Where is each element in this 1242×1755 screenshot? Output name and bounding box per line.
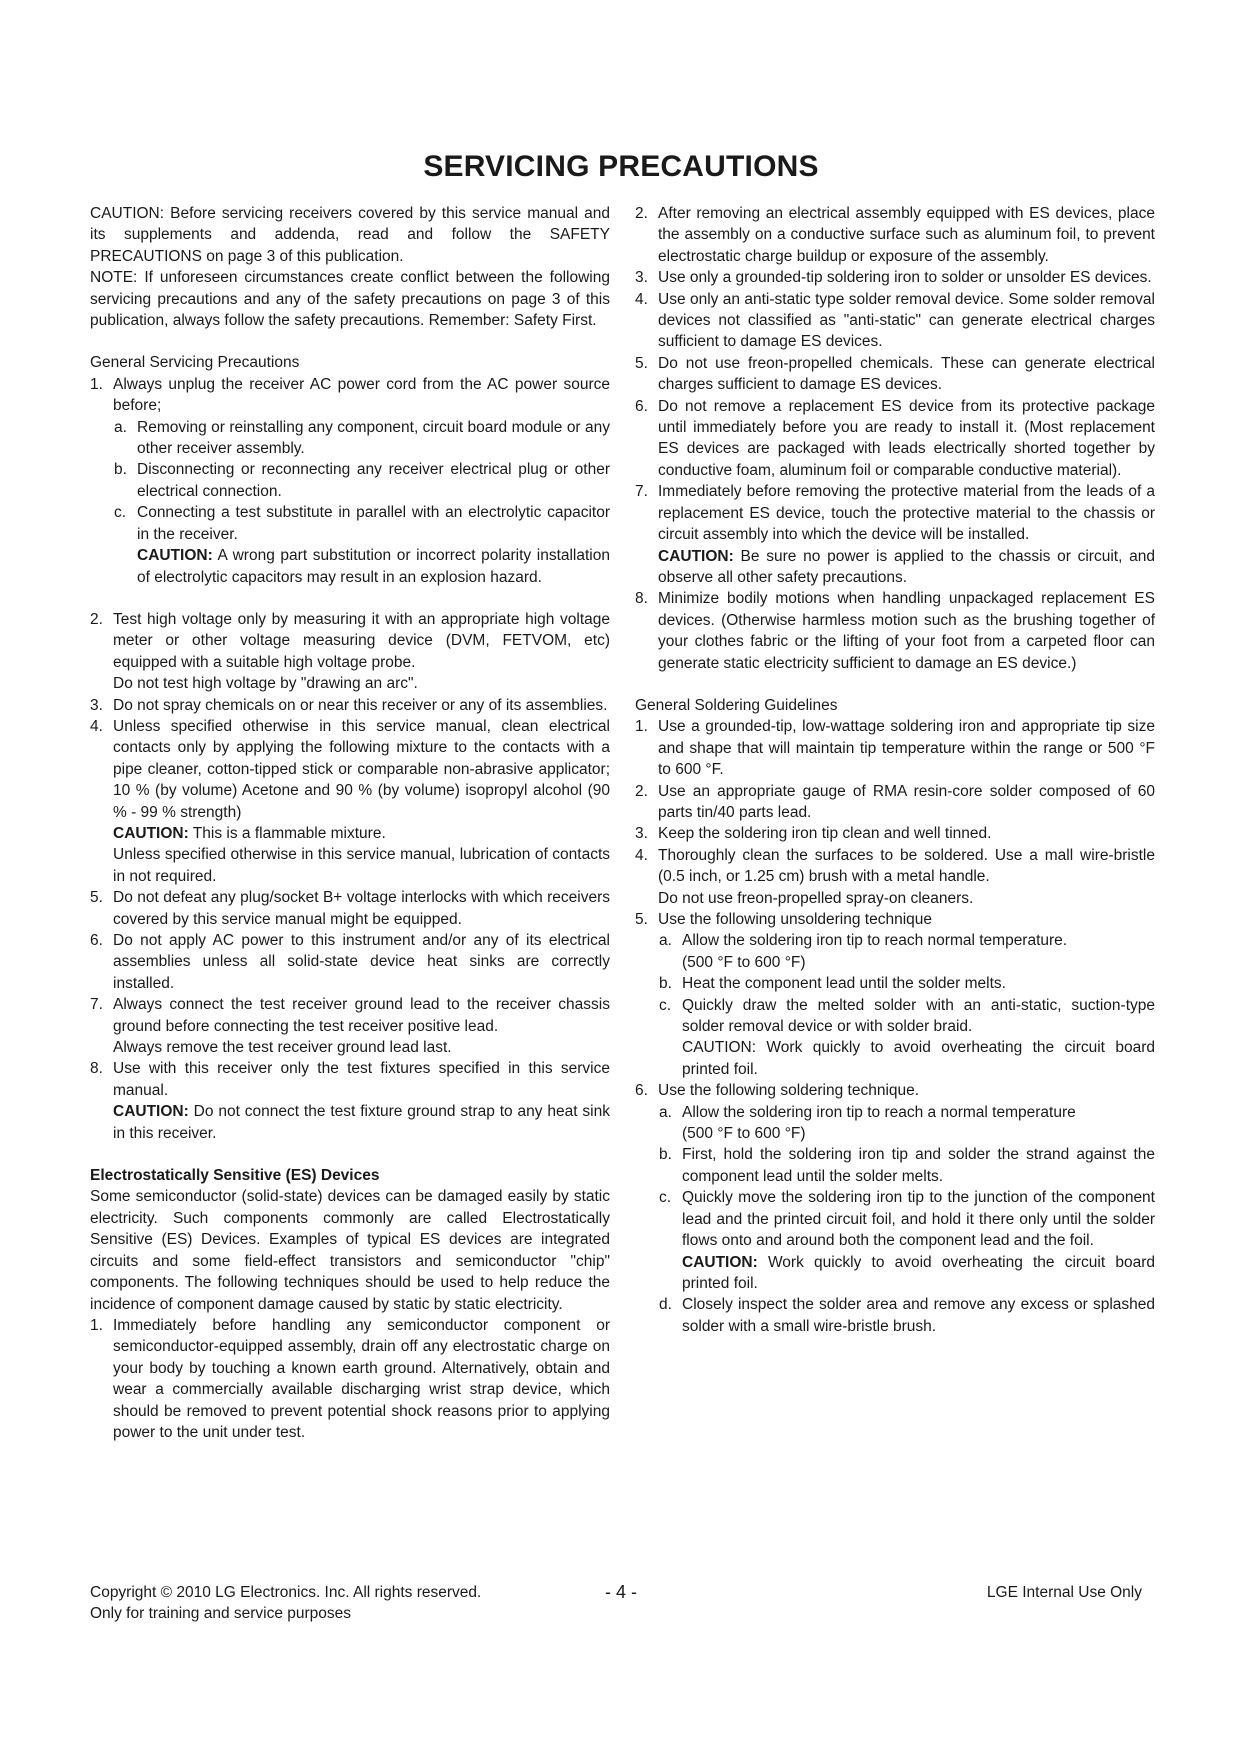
caution-note: CAUTION: Work quickly to avoid overheating the circuit board printed foil. [682,1253,1155,1292]
list-item: 4. Use only an anti-static type solder removal device. Some solder removal devices not classified as "anti-static" can generate electrical charges sufficient to damage ES devices. [635,290,1155,351]
caution-note: CAUTION: Do not connect the test fixture ground strap to any heat sink in this receiver. [113,1103,610,1142]
list-item: 2. After removing an electrical assembly equipped with ES devices, place the assembly on a conductive surface such as aluminum foil, to prevent electrostatic charge buildup or exposure of the assembly. [635,205,1155,265]
sub-item: d. Closely inspect the solder area and remove any excess or splashed solder with a small wire-bristle brush. [659,1296,1155,1335]
sub-item: a. Removing or reinstalling any component, circuit board module or any other receiver assembly. [114,418,610,458]
sub-item: a. Allow the soldering iron tip to reach a normal temperature [659,1103,1076,1121]
list-item: 6. Use the following soldering technique. [635,1082,920,1100]
list-item: 3. Keep the soldering iron tip clean and well tinned. [635,825,992,843]
es-heading: Electrostatically Sensitive (ES) Devices [90,1167,380,1185]
sub-item: b. First, hold the soldering iron tip and solder the strand against the component lead until the solder melts. [659,1146,1155,1185]
list-item-extra: Always remove the test receiver ground lead last. [113,1039,452,1057]
list-item-extra: Do not test high voltage by "drawing an arc". [113,675,418,693]
copyright-text: Copyright © 2010 LG Electronics. Inc. All rights reserved. [90,1584,482,1601]
sub-item: b. Disconnecting or reconnecting any receiver electrical plug or other electrical connection. [114,461,610,500]
intro-caution: CAUTION: Before servicing receivers covered by this service manual and its supplements and addenda, read and follow the SAFETY PRECAUTIONS on page 3 of this publication. [90,205,610,265]
intro-note: NOTE: If unforeseen circumstances create conflict between the following servicing precautions and any of the safety precautions on page 3 of this publication, always follow the safety precautions. Remember: Safety First. [90,269,610,330]
caution-note: CAUTION: Be sure no power is applied to the chassis or circuit, and observe all other safety precautions. [658,547,1155,586]
list-item: 4. Unless specified otherwise in this service manual, clean electrical contacts only by applying the following mixture to the contacts with a pipe cleaner, cotton-tipped stick or comparable non-abrasive applicator; 10 % (by volume) Acetone and 90 % (by volume) isopropyl alcohol (90 % - 99 % strength) [90,717,610,821]
sub-item: c. Quickly move the soldering iron tip to the junction of the component lead and the printed circuit foil, and hold it there only until the solder flows onto and around both the component lead and the foil. [659,1189,1155,1250]
caution-note: CAUTION: Work quickly to avoid overheating the circuit board printed foil. [682,1039,1155,1078]
list-item: 3. Do not spray chemicals on or near this receiver or any of its assemblies. [90,696,608,714]
list-item: 5. Do not use freon-propelled chemicals. These can generate electrical charges sufficient to damage ES devices. [635,354,1155,394]
list-item: 5. Use the following unsoldering technique [635,911,933,928]
sub-item: c. Quickly draw the melted solder with an anti-static, suction-type solder removal device or with solder braid. [659,996,1155,1036]
general-heading: General Servicing Precautions [90,354,300,372]
page-title: SERVICING PRECAUTIONS [423,150,819,183]
list-item: 1. Always unplug the receiver AC power cord from the AC power source before; [90,375,610,415]
internal-use-label: LGE Internal Use Only [986,1584,1142,1601]
caution-note: CAUTION: A wrong part substitution or incorrect polarity installation of electrolytic capacitors may result in an explosion hazard. [137,547,610,586]
soldering-heading: General Soldering Guidelines [635,696,838,714]
list-item: 6. Do not apply AC power to this instrument and/or any of its electrical assemblies unless all solid-state device heat sinks are correctly installed. [90,932,610,992]
list-item: 7. Immediately before removing the protective material from the leads of a replacement ES device, touch the protective material to the chassis or circuit assembly into which the device will be installed. [635,483,1155,544]
list-item: 1. Use a grounded-tip, low-wattage soldering iron and appropriate tip size and shape that will maintain tip temperature within the range or 500 °F to 600 °F. [635,718,1155,779]
list-item: 2. Test high voltage only by measuring it with an appropriate high voltage meter or other voltage measuring device (DVM, FETVOM, etc) equipped with a suitable high voltage probe. [90,610,610,671]
sub-item: b. Heat the component lead until the solder melts. [659,975,1006,993]
list-item: 2. Use an appropriate gauge of RMA resin-core solder composed of 60 parts tin/40 parts lead. [635,782,1155,821]
sub-item-extra: (500 °F to 600 °F) [682,1125,806,1143]
list-item: 3. Use only a grounded-tip soldering iron to solder or unsolder ES devices. [635,269,1152,287]
es-paragraph: Some semiconductor (solid-state) devices can be damaged easily by static electricity. Such components commonly are called Electrostatically Sensitive (ES) Devices. Examples of typical ES devices are integrated circuits and some field-effect transistors and semiconductor "chip" components. The following techniques should be used to help reduce the incidence of component damage caused by static by static electricity. [90,1188,610,1313]
purpose-text: Only for training and service purposes [90,1605,352,1622]
list-item: 6. Do not remove a replacement ES device from its protective package until immediately before you are ready to install it. (Most replacement ES devices are packaged with leads electrically shorted together by conductive foam, aluminum foil or comparable conductive material). [635,397,1155,479]
sub-item: c. Connecting a test substitute in parallel with an electrolytic capacitor in the receiver. [114,504,610,543]
list-item: 7. Always connect the test receiver ground lead to the receiver chassis ground before connecting the test receiver positive lead. [90,996,610,1035]
list-item: 1. Immediately before handling any semiconductor component or semiconductor-equipped assembly, drain off any electrostatic charge on your body by touching a known earth ground. Alternatively, obtain and wear a commercially available discharging wrist strap device, which should be removed to prevent potential shock reasons prior to applying power to the unit under test. [90,1316,610,1441]
list-item: 8. Minimize bodily motions when handling unpackaged replacement ES devices. (Otherwise harmless motion such as the brushing together of your clothes fabric or the lifting of your foot from a carpeted floor can generate static electricity sufficient to damage an ES device.) [635,590,1155,672]
page-number: - 4 - [604,1582,637,1602]
list-item: 8. Use with this receiver only the test fixtures specified in this service manual. [90,1060,610,1099]
list-item: 5. Do not defeat any plug/socket B+ voltage interlocks with which receivers covered by this service manual might be equipped. [90,889,610,928]
sub-item: a. Allow the soldering iron tip to reach normal temperature. [659,932,1068,950]
list-item: 4. Thoroughly clean the surfaces to be soldered. Use a mall wire-bristle (0.5 inch, or 1.25 cm) brush with a metal handle. [635,846,1155,886]
right-column [635,203,1155,1337]
sub-item-extra: (500 °F to 600 °F) [682,953,806,971]
list-item-extra: Unless specified otherwise in this service manual, lubrication of contacts in not required. [113,846,610,885]
left-column [90,203,610,1443]
caution-note: CAUTION: This is a flammable mixture. [113,824,386,842]
list-item-extra: Do not use freon-propelled spray-on cleaners. [658,889,974,907]
